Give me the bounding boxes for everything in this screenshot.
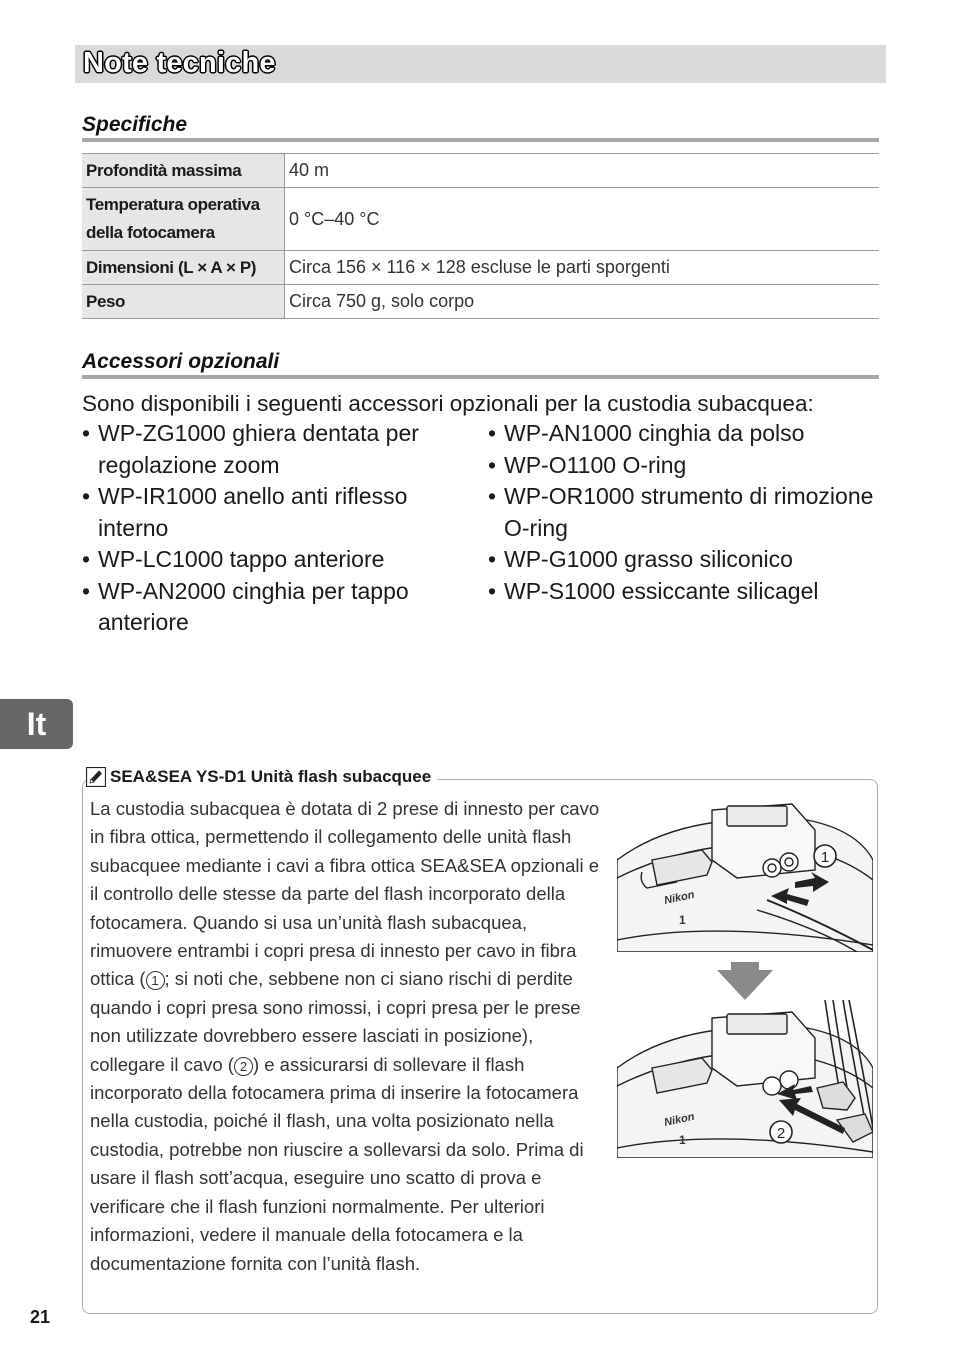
table-row xyxy=(82,251,879,285)
spec-label: Profondità massima xyxy=(82,154,285,188)
down-arrow-icon xyxy=(717,962,773,1000)
specs-heading: Specifiche xyxy=(82,112,879,142)
list-item: • WP-O1100 O-ring xyxy=(488,450,888,482)
camera-brand-label: Nikon xyxy=(663,1110,696,1129)
note-text-part: La custodia subacquea è dotata di 2 prese di innesto per cavo in fibra ottica, permettendo il collegamento delle unità flash subacquee mediante i cavi a fibra ottica SEA&SEA opzionali e il controllo delle stesse da parte del flash incorporato della fotocamera. Quando si usa un’unità flash subacquea, rimuovere entrambi i copri presa di innesto per cavo in fibra ottica ( xyxy=(90,798,600,990)
list-item: • WP-IR1000 anello anti riflesso interno xyxy=(82,481,462,544)
camera-brand-label: Nikon xyxy=(663,888,696,907)
note-title-text: SEA&SEA YS-D1 Unità flash subacquee xyxy=(110,767,432,786)
accessories-list-right xyxy=(488,418,888,607)
table-row xyxy=(82,285,879,319)
spec-value: Circa 156 × 116 × 128 escluse le parti sporgenti xyxy=(285,251,880,285)
table-row xyxy=(82,154,879,188)
callout-1-marker: 1 xyxy=(146,971,165,990)
list-item: • WP-G1000 grasso siliconico xyxy=(488,544,888,576)
accessories-list-left xyxy=(82,418,462,639)
page-number: 21 xyxy=(30,1307,51,1327)
note-body xyxy=(90,795,610,1278)
list-item: • WP-OR1000 strumento di rimozione O-ring xyxy=(488,481,888,544)
page-title-bar xyxy=(75,45,886,83)
illustration-remove-covers xyxy=(617,800,873,952)
spec-label: Temperatura operativa della fotocamera xyxy=(82,188,285,251)
note-title xyxy=(86,764,437,790)
pencil-note-icon xyxy=(86,767,106,787)
specs-table xyxy=(82,153,879,319)
spec-value: 40 m xyxy=(285,154,880,188)
callout-2-label: 2 xyxy=(776,1125,786,1142)
table-row xyxy=(82,188,879,251)
spec-label: Peso xyxy=(82,285,285,319)
spec-value: Circa 750 g, solo corpo xyxy=(285,285,880,319)
accessories-heading: Accessori opzionali xyxy=(82,349,879,379)
note-text-part: ; si noti che, sebbene non ci siano rischi di perdite quando i copri presa sono rimossi, i copri presa per le prese non utilizzate dovrebbero essere lasciati in posizione), collegare il cavo ( xyxy=(90,968,581,1075)
list-item: • WP-S1000 essiccante silicagel xyxy=(488,576,888,608)
page-title: Note tecniche xyxy=(83,47,276,79)
list-item: • WP-LC1000 tappo anteriore xyxy=(82,544,462,576)
callout-1-label: 1 xyxy=(820,849,830,866)
list-item: • WP-AN2000 cinghia per tappo anteriore xyxy=(82,576,462,639)
illustration-connect-cable xyxy=(617,1000,873,1158)
camera-model-label: 1 xyxy=(679,1133,686,1147)
note-text-part: ) e assicurarsi di sollevare il flash incorporato della fotocamera prima di inserire la fotocamera nella custodia, poiché il flash, una volta posizionato nella custodia, potrebbe non riuscire a sollevarsi da solo. Prima di usare il flash sott’acqua, eseguire uno scatto di prova e verificare che il flash funzioni normalmente. Per ulteriori informazioni, vedere il manuale della fotocamera e la documentazione fornita con l’unità flash. xyxy=(90,1053,584,1274)
spec-value: 0 °C–40 °C xyxy=(285,188,880,251)
list-item: • WP-AN1000 cinghia da polso xyxy=(488,418,888,450)
callout-2-marker: 2 xyxy=(234,1057,253,1076)
language-tab: It xyxy=(0,699,73,749)
accessories-intro: Sono disponibili i seguenti accessori opzionali per la custodia subacquea: xyxy=(82,391,814,416)
spec-label: Dimensioni (L × A × P) xyxy=(82,251,285,285)
list-item: • WP-ZG1000 ghiera dentata per regolazione zoom xyxy=(82,418,462,481)
camera-model-label: 1 xyxy=(679,913,686,927)
